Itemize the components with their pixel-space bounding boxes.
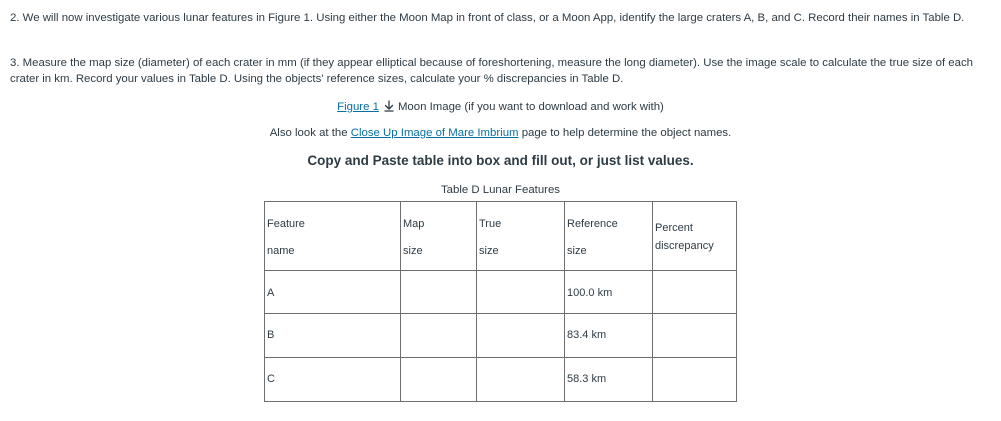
look-line-after: page to help determine the object names. (518, 127, 732, 139)
table-row (265, 358, 737, 402)
figure-line (0, 100, 1001, 113)
cell-feature[interactable] (265, 358, 401, 402)
look-line-before: Also look at the (269, 127, 351, 139)
table-caption: Table D Lunar Features (440, 184, 561, 196)
look-line (0, 127, 1001, 139)
header-map-line1: Map (403, 218, 425, 230)
cell-reference-size (565, 271, 653, 314)
cell-map-size[interactable] (401, 358, 477, 402)
cell-true-size[interactable] (477, 358, 565, 402)
cell-feature[interactable] (265, 314, 401, 358)
header-true-line1: True (479, 218, 502, 230)
header-feature-name (265, 202, 401, 271)
cell-map-size[interactable] (401, 271, 477, 314)
cell-percent[interactable] (653, 358, 737, 402)
download-icon[interactable] (383, 100, 395, 112)
header-map-size (401, 202, 477, 271)
header-reference-line1: Reference (567, 218, 618, 230)
cell-percent[interactable] (653, 271, 737, 314)
feature-label: A (267, 287, 275, 299)
header-feature-line2: name (267, 245, 295, 257)
header-map-line2: size (403, 245, 423, 257)
feature-label: C (267, 373, 275, 385)
cell-true-size[interactable] (477, 271, 565, 314)
lunar-features-table (264, 201, 737, 402)
header-reference-size (565, 202, 653, 271)
cell-percent[interactable] (653, 314, 737, 358)
cell-reference-size (565, 358, 653, 402)
header-percent-line2: discrepancy (655, 240, 714, 252)
feature-label: B (267, 329, 275, 341)
cell-feature[interactable] (265, 271, 401, 314)
instruction-item-3: 3. Measure the map size (diameter) of each crater in mm (if they appear elliptical because of foreshortening, measure the long diameter). Use the image scale to calculate the true size of each crater in km. Record your values in Table D. Using the objects' reference sizes, calculate your % discrepancies in Table D. (10, 57, 973, 85)
mare-imbrium-link[interactable]: Close Up Image of Mare Imbrium (350, 127, 519, 139)
header-reference-line2: size (567, 245, 587, 257)
table-header-row (265, 202, 737, 271)
header-percent-discrepancy (653, 202, 737, 271)
cell-true-size[interactable] (477, 314, 565, 358)
reference-size-value: 83.4 km (567, 329, 607, 341)
header-feature-line1: Feature (267, 218, 305, 230)
figure-1-link[interactable]: Figure 1 (337, 101, 379, 113)
instruction-item-2: 2. We will now investigate various lunar features in Figure 1. Using either the Moon Map in front of class, or a Moon App, identify the large craters A, B, and C. Record their names in Table D. (10, 12, 965, 24)
reference-size-value: 58.3 km (567, 373, 607, 385)
header-percent-line1: Percent (655, 222, 693, 234)
copy-instruction: Copy and Paste table into box and fill out, or just list values. (307, 153, 694, 168)
header-true-size (477, 202, 565, 271)
table-row (265, 314, 737, 358)
header-true-line2: size (479, 245, 499, 257)
reference-size-value: 100.0 km (567, 287, 613, 299)
table-row (265, 271, 737, 314)
cell-map-size[interactable] (401, 314, 477, 358)
cell-reference-size (565, 314, 653, 358)
figure-line-text: Moon Image (if you want to download and work with) (397, 101, 664, 113)
